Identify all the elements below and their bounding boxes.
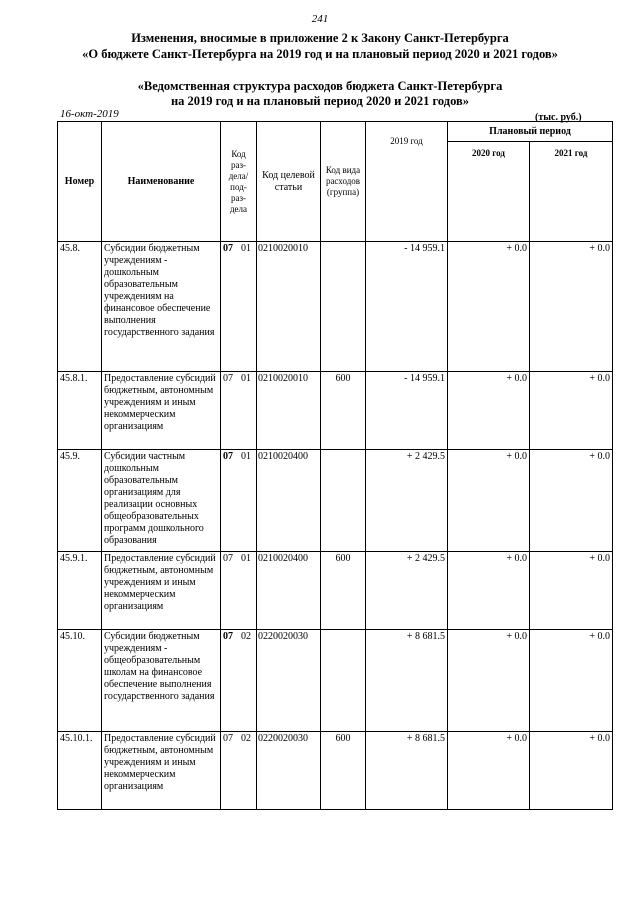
table-row [58,372,613,450]
row-expense-type: 600 [321,732,366,810]
table-row [58,630,613,732]
row-section-code [221,372,257,450]
row-value-2020: + 0.0 [448,242,530,372]
col-name-header: Наименование [102,122,221,242]
row-section-code [221,242,257,372]
table-row [58,450,613,552]
document-date: 16-окт-2019 [60,108,119,120]
row-value-2020: + 0.0 [448,552,530,630]
col-target-header: Код целевой статьи [257,122,321,242]
page-number: 241 [311,13,329,25]
units-label: (тыс. руб.) [535,112,582,123]
section-code: 07 [223,451,233,462]
table-row [58,242,613,372]
row-value-2020: + 0.0 [448,450,530,552]
row-section-code [221,732,257,810]
title-line-2: на 2019 год и на плановый период 2020 и 2021 годов» [170,94,470,108]
row-target-code: 0210020010 [257,372,321,450]
row-number: 45.9.1. [58,552,102,630]
row-value-2019: + 8 681.5 [366,630,448,732]
col-2020-header: 2020 год [448,142,530,242]
row-expense-type [321,630,366,732]
header-line-2: «О бюджете Санкт-Петербурга на 2019 год и на плановый период 2020 и 2021 годов» [82,47,558,61]
subsection-code: 01 [241,373,251,384]
row-name: Субсидии частным дошкольным образовательным организациям для реализации основных общеобразовательных программ дошкольного образования [102,450,221,552]
row-expense-type [321,450,366,552]
row-number: 45.10.1. [58,732,102,810]
row-value-2021: + 0.0 [530,450,613,552]
col-2019-header: 2019 год [366,122,448,242]
row-target-code: 0220020030 [257,732,321,810]
row-target-code: 0210020400 [257,552,321,630]
header-line-1: Изменения, вносимые в приложение 2 к Закону Санкт-Петербурга [131,31,509,45]
row-number: 45.10. [58,630,102,732]
row-value-2020: + 0.0 [448,630,530,732]
row-name: Предоставление субсидий бюджетным, автономным учреждениям и иным некоммерческим организациям [102,372,221,450]
row-expense-type: 600 [321,372,366,450]
col-planned-header: Плановый период [448,122,613,142]
title-line-1: «Ведомственная структура расходов бюджета Санкт-Петербурга [137,79,503,93]
row-value-2019: + 2 429.5 [366,450,448,552]
row-value-2021: + 0.0 [530,732,613,810]
row-value-2019: + 2 429.5 [366,552,448,630]
row-value-2019: - 14 959.1 [366,242,448,372]
table-row [58,552,613,630]
subsection-code: 02 [241,733,251,744]
row-expense-type: 600 [321,552,366,630]
subsection-code: 01 [241,243,251,254]
row-name: Предоставление субсидий бюджетным, автономным учреждениям и иным некоммерческим организациям [102,732,221,810]
row-target-code: 0220020030 [257,630,321,732]
row-expense-type [321,242,366,372]
row-number: 45.8.1. [58,372,102,450]
subsection-code: 01 [241,553,251,564]
row-section-code [221,450,257,552]
table-title [0,79,640,109]
subsection-code: 02 [241,631,251,642]
section-code: 07 [223,733,233,744]
subsection-code: 01 [241,451,251,462]
col-number-header: Номер [58,122,102,242]
row-value-2021: + 0.0 [530,552,613,630]
row-value-2021: + 0.0 [530,372,613,450]
document-header [0,30,640,62]
budget-table [57,121,613,810]
row-target-code: 0210020010 [257,242,321,372]
row-value-2020: + 0.0 [448,732,530,810]
row-value-2021: + 0.0 [530,242,613,372]
row-name: Субсидии бюджетным учреждениям - общеобразовательным школам на финансовое обеспечение выполнения государственного задания [102,630,221,732]
col-expense-type-header: Код вида расходов (группа) [321,122,366,242]
row-value-2020: + 0.0 [448,372,530,450]
row-section-code [221,630,257,732]
row-name: Предоставление субсидий бюджетным, автономным учреждениям и иным некоммерческим организациям [102,552,221,630]
row-target-code: 0210020400 [257,450,321,552]
row-value-2019: - 14 959.1 [366,372,448,450]
table-row [58,732,613,810]
row-number: 45.9. [58,450,102,552]
col-2021-header: 2021 год [530,142,613,242]
section-code: 07 [223,373,233,384]
section-code: 07 [223,631,233,642]
row-value-2019: + 8 681.5 [366,732,448,810]
row-section-code [221,552,257,630]
row-value-2021: + 0.0 [530,630,613,732]
col-section-header: Код раз-дела/ под-раз-дела [221,122,257,242]
row-number: 45.8. [58,242,102,372]
section-code: 07 [223,553,233,564]
row-name: Субсидии бюджетным учреждениям - дошкольным образовательным учреждениям на финансовое обеспечение выполнения государственного задания [102,242,221,372]
section-code: 07 [223,243,233,254]
